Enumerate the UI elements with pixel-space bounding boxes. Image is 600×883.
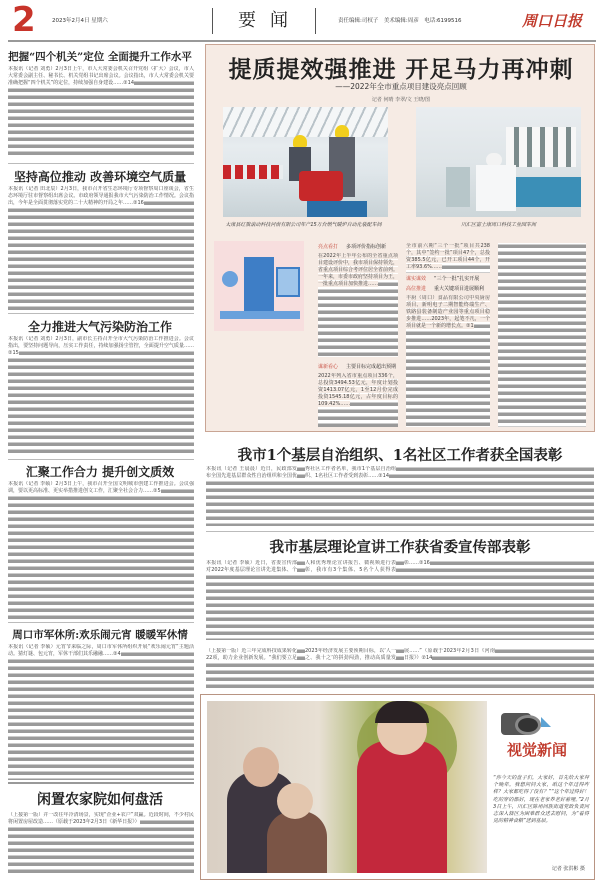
section-body-continued	[498, 243, 586, 427]
article-headline[interactable]: 坚持高位推动 改善环境空气质量	[13, 170, 187, 184]
article-body: 本报讯（记者 李硕）近日，省委宣传部对2022年度基层理论宣讲先进集体、个人和优秀理论宣讲报告、微视频进行表彰，我市有3个集体、5名个人获得表彰……②16	[206, 560, 594, 640]
article-body: 本报讯（记者 李硕）2月3日上午，我市召开全国文明城市创建工作推进会。会议强调，要以更高标准、更实举措推进创文工作，汇聚全社会合力……②5	[8, 481, 194, 619]
section-body: 丰厨（周口）食品有限公司中央厨房项目、新明电子二期智能终端生产、铁路县装备制造产业园等重点项目稳步推进……2023年，起笔不凡，一个项目就是一个新的增长点。②1	[406, 295, 490, 427]
header-rule	[8, 40, 596, 42]
issue-date: 2023年2月4日 星期六	[52, 18, 108, 24]
feature-subtitle: ——2022年全市重点项目建设亮点回顾	[335, 82, 467, 91]
section-body: 在2022年上半年公布的全省重点项目建设评价中，我市项目保持领先，省重点项目综合考评位居全省前列。一年来，市委市政府坚持项目为王，一批重点项目加快推进……	[318, 253, 398, 357]
feature-byline: 记者 何晴 李翠/文 王晓/图	[371, 97, 431, 103]
visual-news-photo[interactable]	[207, 701, 487, 873]
visual-news-caption: “你今天的盘子们，大家好，首先给大家拜个晚年。我想问问大家，咱这个年过得咋样？大家都吃得了没有？”“这个年过得好！吃的穿的都好，现在老家养老好着哩。”2月3日上午，川汇区陈州回族街道党政负责同志深入辖区为困难群众送去慰问，为“看得见的精神食粮”送到基层。	[493, 775, 589, 825]
article-headline[interactable]: 汇聚工作合力 提升创文质效	[25, 465, 175, 479]
article-headline[interactable]: 周口市军休所:欢乐闹元宵 暖暖军休情	[12, 629, 188, 641]
divider	[8, 459, 194, 460]
article-body: 本报讯（记者 王晨晨）近日，民政部发布全国先进基层群众性自治组织和全国优秀社区工作者名单，我市1个基层自治组织、1名社区工作者受到表彰……②14	[206, 466, 594, 526]
workshop-photo[interactable]	[416, 107, 581, 217]
feature-title[interactable]: 提质提效强推进 开足马力再冲刺	[228, 56, 574, 83]
page-number: 2	[12, 0, 36, 40]
article-headline[interactable]: 全力推进大气污染防治工作	[27, 320, 172, 334]
article-body: （上接第一版）并一改往年冷清场景，实现“企业+农户”双赢。近段时间，不少村民将闲置房屋改造……（原载于2023年2月3日《新华日报》）	[8, 812, 194, 876]
divider	[8, 782, 194, 784]
article-headline[interactable]: 把握“四个机关”定位 全面提升工作水平	[8, 51, 192, 63]
visual-news-title: 视觉新闻	[506, 741, 567, 759]
article-body: 本报讯（记者 刘勇）2月3日，副市长主持召开全市大气污染防治工作推进会。会议指出，要坚持问题导向，压实工作责任，持续加强扬尘管控，全面提升空气质量……②15	[8, 336, 194, 456]
divider	[8, 622, 194, 623]
divider	[206, 531, 594, 532]
section-label: 谋新看心 主要目标完成超出预期	[318, 364, 397, 370]
article-headline[interactable]: 我市基层理论宣讲工作获省委宣传部表彰	[269, 539, 531, 556]
visual-news-panel	[200, 694, 595, 880]
divider	[8, 313, 194, 314]
section-label: 亮点看打 多项评价指标创新	[318, 244, 387, 250]
article-body: 本报讯（记者 李硕）元宵节来临之际，周口市军休所组织开展“欢乐闹元宵”主题活动。猜灯谜、包元宵，军休干部们其乐融融……②4	[8, 644, 194, 780]
divider	[8, 163, 194, 164]
section-title: 要闻	[212, 8, 316, 34]
section-body: 2022年列入省市重点项目336个，总投资3494.53亿元，年度计划投资1413.07亿元，1至12月份完成投资1545.18亿元，占年度目标的109.42%……	[318, 373, 398, 427]
article-headline[interactable]: 我市1个基层自治组织、1名社区工作者获全国表彰	[237, 447, 563, 464]
feature-panel	[205, 44, 595, 432]
editor-credits: 责任编辑:司权子 美术编辑:周彦 电话:6199516	[338, 18, 462, 24]
section-label: 高位推进 重大关键项目进展顺利	[406, 286, 485, 292]
article-body-continued: （上接第一版）近三年完成科技成果转化22项，助力企业创新发展。“我们要立足2023年经济发展主要预期目标，以‘人一之、我十之’的拼劲闯劲，推动高质量发展……”（原载于2023年2月3日《河南日报》）②14	[206, 648, 594, 690]
photo-caption: 太康县红旗滚动科技河南有限公司年产15万台燃气暖炉自动化装配车间	[225, 222, 382, 228]
camera-icon	[501, 707, 547, 737]
photo-caption: 川汇区富士康周口科技工业园车间	[460, 222, 536, 228]
photo-credit: 记者 张洪彬 摄	[551, 866, 585, 872]
factory-photo[interactable]	[223, 107, 388, 217]
project-illustration	[214, 241, 304, 331]
article-headline[interactable]: 闲置农家院如何盘活	[37, 792, 163, 808]
article-body: 本报讯（记者 田北辰）2月3日，我市召开省生态环境厅专项督察周口座谈会，省生态环境厅驻市督察组出席会议。市政府领导通报我市大气污染防治工作情况。会议指出，今年是全面贯彻落实党的二十大精神的开局之年……②16	[8, 186, 194, 310]
section-body: 全市前六期“三个一批”项目共238个，其中“签约一批”项目47个，总投资385.5亿元，已开工项目44个，开工率93.6%……	[406, 243, 490, 273]
article-body: 本报讯（记者 刘勇）2月3日上午，市人大常委会机关召开党组（扩大）会议，市人大常委会副主任、秘书长、机关党组书记出席会议。会议指出，市人大常委会机关要准确把握“四个机关”的定位，持续加强自身建设……②14	[8, 66, 194, 158]
newspaper-logo: 周口日报	[522, 12, 583, 30]
section-label: 谋实谋效 “三个一批”扎实开展	[406, 276, 480, 282]
